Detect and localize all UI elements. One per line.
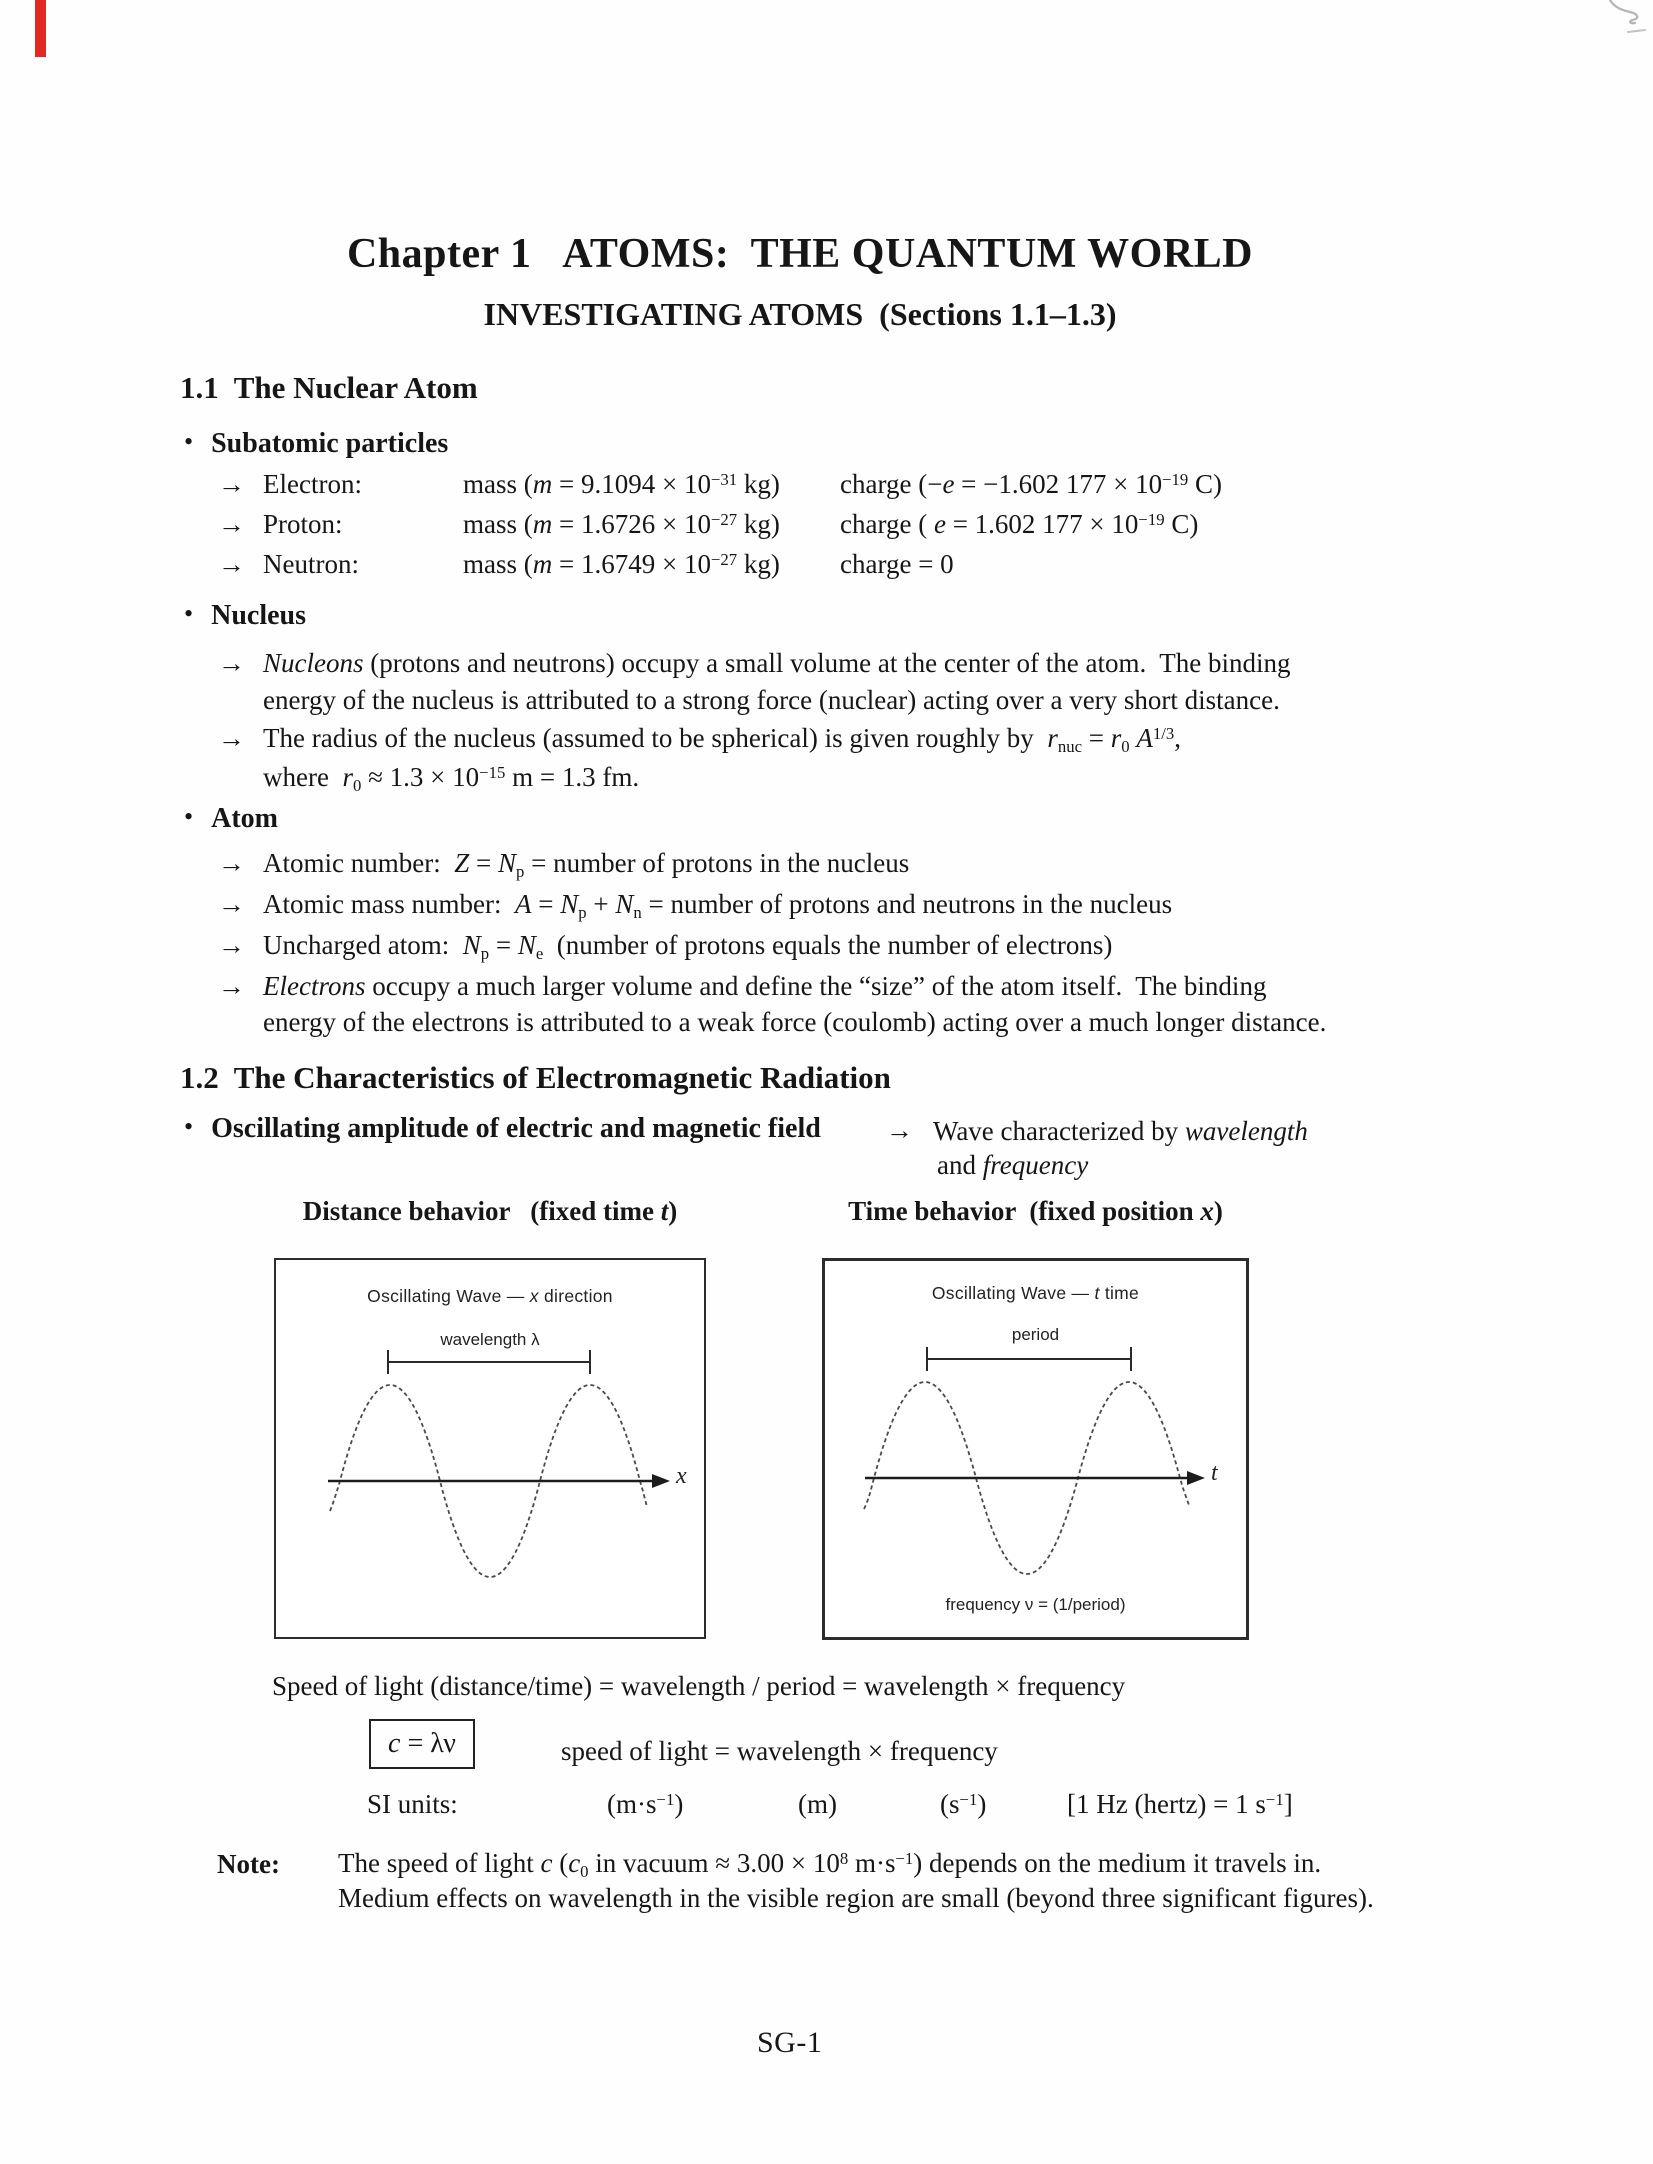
page-curl-scribble-icon [1588,0,1650,42]
bullet-label: Nucleus [211,600,307,631]
particle-name: Electron: [263,469,362,499]
bullet-icon: • [184,802,194,831]
particle-row-proton [218,506,1498,542]
page-subtitle: INVESTIGATING ATOMS (Sections 1.1–1.3) [483,296,1117,332]
sine-wave-diagram [825,1261,1246,1631]
particle-charge: charge (−e = −1.602 $177 \times 10^{-19}$ C) [840,469,1223,499]
arrow-icon: → [218,469,245,499]
si-unit-speed: $(m\cdot s^{-1})$ [607,1789,684,1819]
nucleus-item-text: Nucleons (protons and neutrons) occupy a small volume at the center of the atom. The binding energy of the nucleus is attributed to a strong force (nuclear) acting over a very short distance. [263,648,1291,715]
t-axis-arrowhead-icon [1187,1471,1205,1485]
note-line-1: The speed of light c ($c_0$ in vacuum ≈ $3.00 \times 10^8$ $m\cdot s^{-1}$) depends on the medium it travels in. [338,1848,1322,1882]
arrow-icon: → [218,648,245,678]
atom-item-text: Atomic number: $Z = N_p$ = number of protons in the nucleus [263,848,910,882]
particle-row-electron [218,466,1498,502]
boxed-equation-caption: speed of light = wavelength × frequency [561,1736,998,1766]
period-label: period [1011,1325,1060,1344]
x-axis-arrowhead-icon [652,1474,670,1488]
speed-of-light-line: Speed of light (distance/time) = wavelength / period = wavelength × frequency [272,1671,1126,1701]
wavelength-bracket [388,1350,590,1374]
si-units-label: SI units: [367,1789,458,1819]
atom-item-text: Atomic mass number: $A = N_p + N_n$ = number of protons and neutrons in the nucleus [263,889,1173,923]
arrow-icon: → [218,509,245,539]
particle-mass: mass ($m = 1.6726 \times 10^{-27}$ kg) [463,509,780,539]
note-label: Note: [217,1849,280,1879]
wave-characterized-line-1: Wave characterized by wavelength [933,1116,1308,1146]
bullet-subatomic-particles [184,428,448,460]
figure-right-header: Time behavior (fixed position x) [848,1196,1223,1226]
figure-distance-behavior [274,1258,706,1639]
bullet-oscillating-amplitude [184,1113,821,1145]
figure-title: Oscillating Wave — x direction [367,1286,613,1306]
sine-wave-diagram [276,1260,704,1637]
atom-item-text: Electrons occupy a much larger volume and define the “size” of the atom itself. The binding energy of the electrons is attributed to a weak force (coulomb) acting over a much longer distance. [263,971,1327,1037]
section-1-2-heading: 1.2 The Characteristics of Electromagnetic Radiation [180,1060,891,1095]
red-scan-mark [35,0,46,57]
arrow-icon: → [886,1115,913,1145]
figure-time-behavior [822,1258,1249,1640]
nucleus-item-text: The radius of the nucleus (assumed to be spherical) is given roughly by $r_{nuc} = r_0$ $A^{1/3}$, where $r_0 \approx 1.3 \times 10^{-15}$ m = 1.3 fm. [263,723,1182,796]
bullet-atom [184,803,278,835]
particle-name: Neutron: [263,549,359,579]
page-number: SG-1 [757,2026,823,2059]
particle-charge: charge = 0 [840,549,954,579]
si-unit-wavelength: (m) [798,1789,837,1819]
bullet-label: Subatomic particles [211,428,449,459]
bullet-icon: • [184,427,194,456]
bullet-label: Oscillating amplitude of electric and magnetic field [211,1113,821,1144]
particle-mass: mass ($m = 9.1094 \times 10^{-31}$ kg) [463,469,780,499]
wave-characterized-line-2: and frequency [937,1150,1089,1180]
bullet-nucleus [184,600,306,632]
wavelength-label: wavelength λ [440,1330,540,1349]
arrow-icon: → [218,971,245,1001]
boxed-equation: c = λν [388,1728,456,1759]
figure-left-header: Distance behavior (fixed time t) [302,1196,678,1226]
bullet-icon: • [184,1112,194,1141]
figure-title: Oscillating Wave — t time [931,1283,1140,1303]
arrow-icon: → [218,549,245,579]
atom-item-text: Uncharged atom: $N_p = N_e$ (number of protons equals the number of electrons) [263,930,1113,964]
arrow-icon: → [218,848,245,878]
particle-charge: charge ( e = 1.602 $177 \times 10^{-19}$ C) [840,509,1199,539]
c-equals-lambda-nu-box [369,1719,475,1769]
t-axis-label: t [1211,1460,1218,1486]
frequency-caption: frequency ν = (1/period) [945,1595,1126,1614]
x-axis-label: x [676,1463,687,1489]
section-1-1-heading: 1.1 The Nuclear Atom [180,370,478,405]
bullet-label: Atom [211,803,278,834]
si-unit-frequency: $(s^{-1})$ [940,1789,987,1819]
note-line-2: Medium effects on wavelength in the visible region are small (beyond three significant figures). [338,1883,1374,1913]
particle-mass: mass ($m = 1.6749 \times 10^{-27}$ kg) [463,549,780,579]
period-bracket [927,1347,1131,1371]
page-title: Chapter 1 ATOMS: THE QUANTUM WORLD [346,231,1254,277]
hertz-definition: [1 Hz (hertz) = 1 $s^{-1}$] [1067,1789,1293,1819]
bullet-icon: • [184,599,194,628]
arrow-icon: → [218,930,245,960]
arrow-icon: → [218,723,245,753]
particle-row-neutron [218,546,1498,582]
particle-name: Proton: [263,509,343,539]
arrow-icon: → [218,889,245,919]
